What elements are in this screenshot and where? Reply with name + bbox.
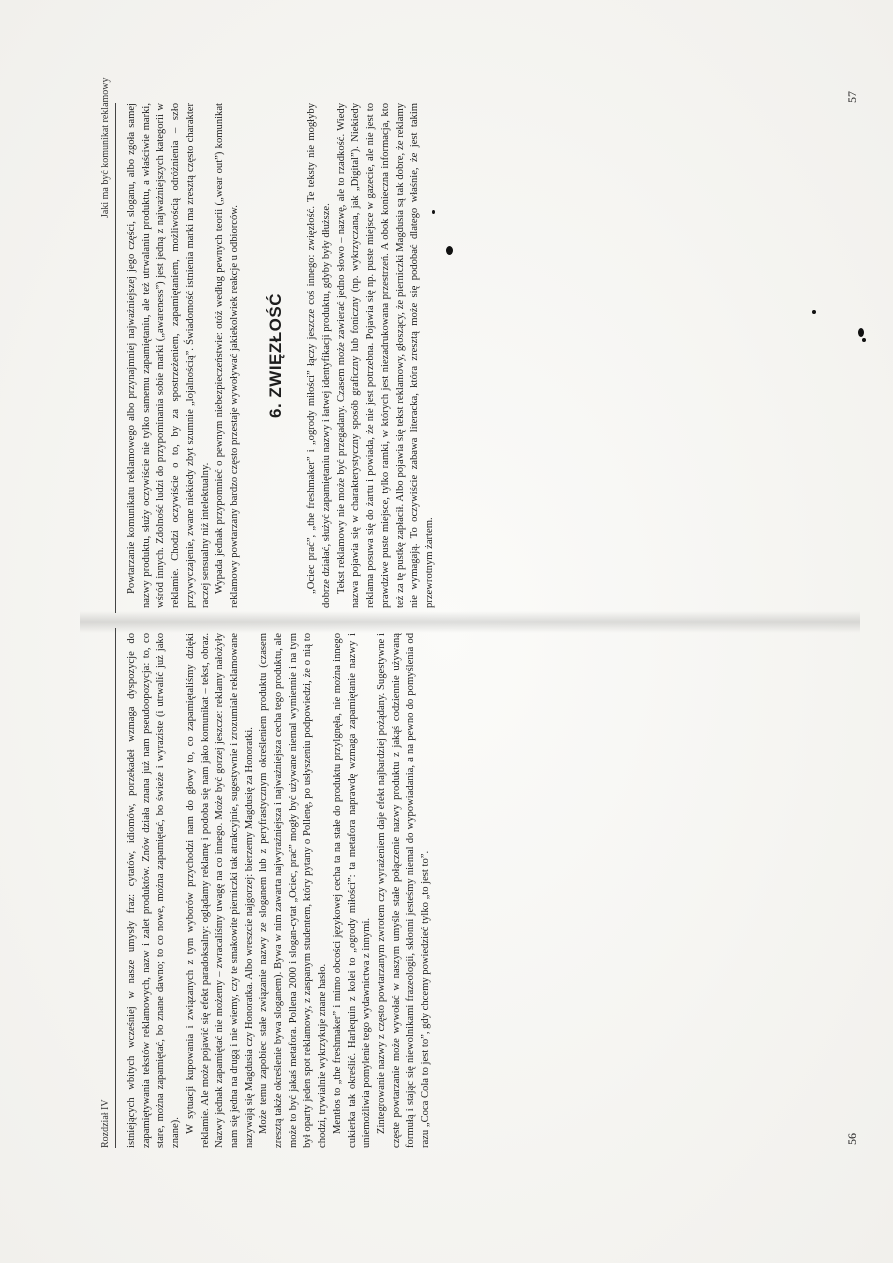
running-head-right: Jaki ma być komunikat reklamowy	[100, 77, 111, 218]
header-rule-left	[115, 628, 116, 1148]
scan-speck	[812, 310, 816, 314]
right-page-body	[125, 103, 438, 608]
book-spine-shadow	[80, 611, 860, 633]
section-heading: 6. ZWIĘZŁOŚĆ	[265, 293, 285, 418]
scan-speck	[862, 338, 866, 342]
left-page-body	[125, 633, 434, 1148]
paragraph: W sytuacji kupowania i związanych z tym wyborów przychodzi nam do głowy to, co zapamiętaliśmy dzięki reklamie. Ale może pojawić się efekt paradoksalny: oglądamy reklamę i podoba się nam jako komunikat – tekst, obraz. Nazwy jednak zapamiętać nie możemy – zwracaliśmy uwagę na co innego. Może być gorzej jeszcze: reklamy nałożyły nam się jedna na drugą i nie wiemy, czy te smakowite pierniczki tak atrakcyjnie, sugestywnie i zrozumiale reklamowane nazywają się Magdusia czy Honoratka. Albo wreszcie najgorzej: bierzemy Magdusię za Honoratki.	[184, 633, 255, 1148]
paragraph: „Ociec prać”, „the freshmaker” i „ogrody miłości” łączy jeszcze coś innego: zwięzłość. Te teksty nie mogłyby dobrze działać, służyć zapamiętaniu nazwy i łatwej identyfikacji produktu, gdyby były dłuższe.	[306, 103, 333, 608]
paragraph: Tekst reklamowy nie może być przegadany. Czasem może zawierać jedno słowo – nazwę, ale to rzadkość. Wiedy nazwa pojawia się w charakterystyczny sposób graficzny lub foniczny (np. wykrzyczana, jak „Digital”). Niekiedy reklama posuwa się do żartu i powiada, że nie jest potrzebna. Pojawia się np. puste miejsce w gazecie, ale nie jest to prawdziwe puste miejsce, tylko ramki, w których jest niezadrukowana przestrzeń. A obok konieczna informacja, kto też za tę pustkę zapłacił. Albo pojawia się tekst reklamowy, głoszący, że pierniczki Magdusia są tak dobre, że reklamy nie wymagają. To oczywiście zabawa literacka, która zresztą może się podobać dlatego właśnie, że jest takim przewrotnym żartem.	[335, 103, 435, 608]
paragraph: Powtarzanie komunikatu reklamowego albo przynajmniej najważniejszej jego części, sloganu, albo zgoła samej nazwy produktu, służy oczywiście nie tylko samemu zapamiętaniu, ale też utrwalaniu produktu, a właściwie marki, wśród innych. Zdolność ludzi do przypominania sobie marki („awareness”) jest jedną z najważniejszych kategorii w reklamie. Chodzi oczywiście o to, by za spostrzeżeniem, zapamiętaniem, możliwością odróżnienia – szło przywyczajenie, zwane niekiedy zbyt szumnie „lojalnością”. Świadomość istnienia marki ma zresztą często charakter raczej sensualny niż intelektualny.	[126, 103, 211, 608]
running-head-left: Rozdział IV	[100, 1099, 111, 1148]
page-number-right: 57	[845, 91, 859, 103]
paragraph: Może temu zapobiec stałe związanie nazwy ze sloganem lub z peryfrastycznym określeniem produktu (czasem zresztą także określenie bywa sloganem). Bywa w nim zawarta najwyraźniejsza i najważniejsza cecha tego produktu, ale może to być jakaś metafora. Pollena 2000 i slogan-cytat „Ociec, prać” mogły być używane niemal wymiennie i na tym był oparty jeden spot reklamowy, z zaspanym studentem, który pytany o Pollenę, po usłyszeniu podpowiedzi, że o nią to chodzi, trywialnie wykrzykuje znane hasło.	[258, 633, 329, 1148]
paragraph: Wypada jednak przypomnieć o pewnym niebezpieczeństwie: otóż według pewnych teorii („wear out”) komunikat reklamowy powtarzany bardzo często przestaje wywoływać jakiekolwiek reakcje u odbiorców.	[214, 103, 240, 608]
page-number-left: 56	[845, 1133, 859, 1145]
paragraph: Mentłos to „the freshmaker” i mimo obcości językowej cecha ta na stałe do produktu przylgnęła, nie można innego cukierka tak określić. Harlequin z kolei to „ogrody miłości”: ta metafora naprawdę wzmaga zapamiętanie nazwy i uniemożliwia pomylenie tego wydawnictwa z innymi.	[331, 633, 373, 1148]
scan-speck	[858, 328, 864, 337]
scan-speck	[432, 210, 435, 214]
scan-speck	[446, 246, 453, 255]
header-rule-right	[115, 103, 116, 613]
paragraph: Zintegrowanie nazwy z często powtarzanym zwrotem czy wyrażeniem daje efekt najbardziej pożądany. Sugestywne i częste powtarzanie może wywołać w naszym umyśle stałe połączenie nazwy produktu z jakąś codziennie używaną formułą i stając się niewolnikami frazeologii, skłonni jesteśmy niemal do wypowiadania, a na pewno do pomyślenia od razu „Coca Cola to jest to”, gdy chcemy powiedzieć tylko „to jest to”.	[375, 633, 432, 1148]
paragraph: istniejących wbitych wcześniej w nasze umysły fraz: cytatów, idiomów, porzekadeł wzmaga dyspozycje do zapamiętywania tekstów reklamowych, nazw i zalet produktów. Znów działa znana już nam pseudoopozycja: to, co stare, można zapamiętać, bo znane dawno; to co nowe, można zapamiętać, bo świeże i wyraziste (i utrwalić już jako znane).	[126, 633, 182, 1148]
